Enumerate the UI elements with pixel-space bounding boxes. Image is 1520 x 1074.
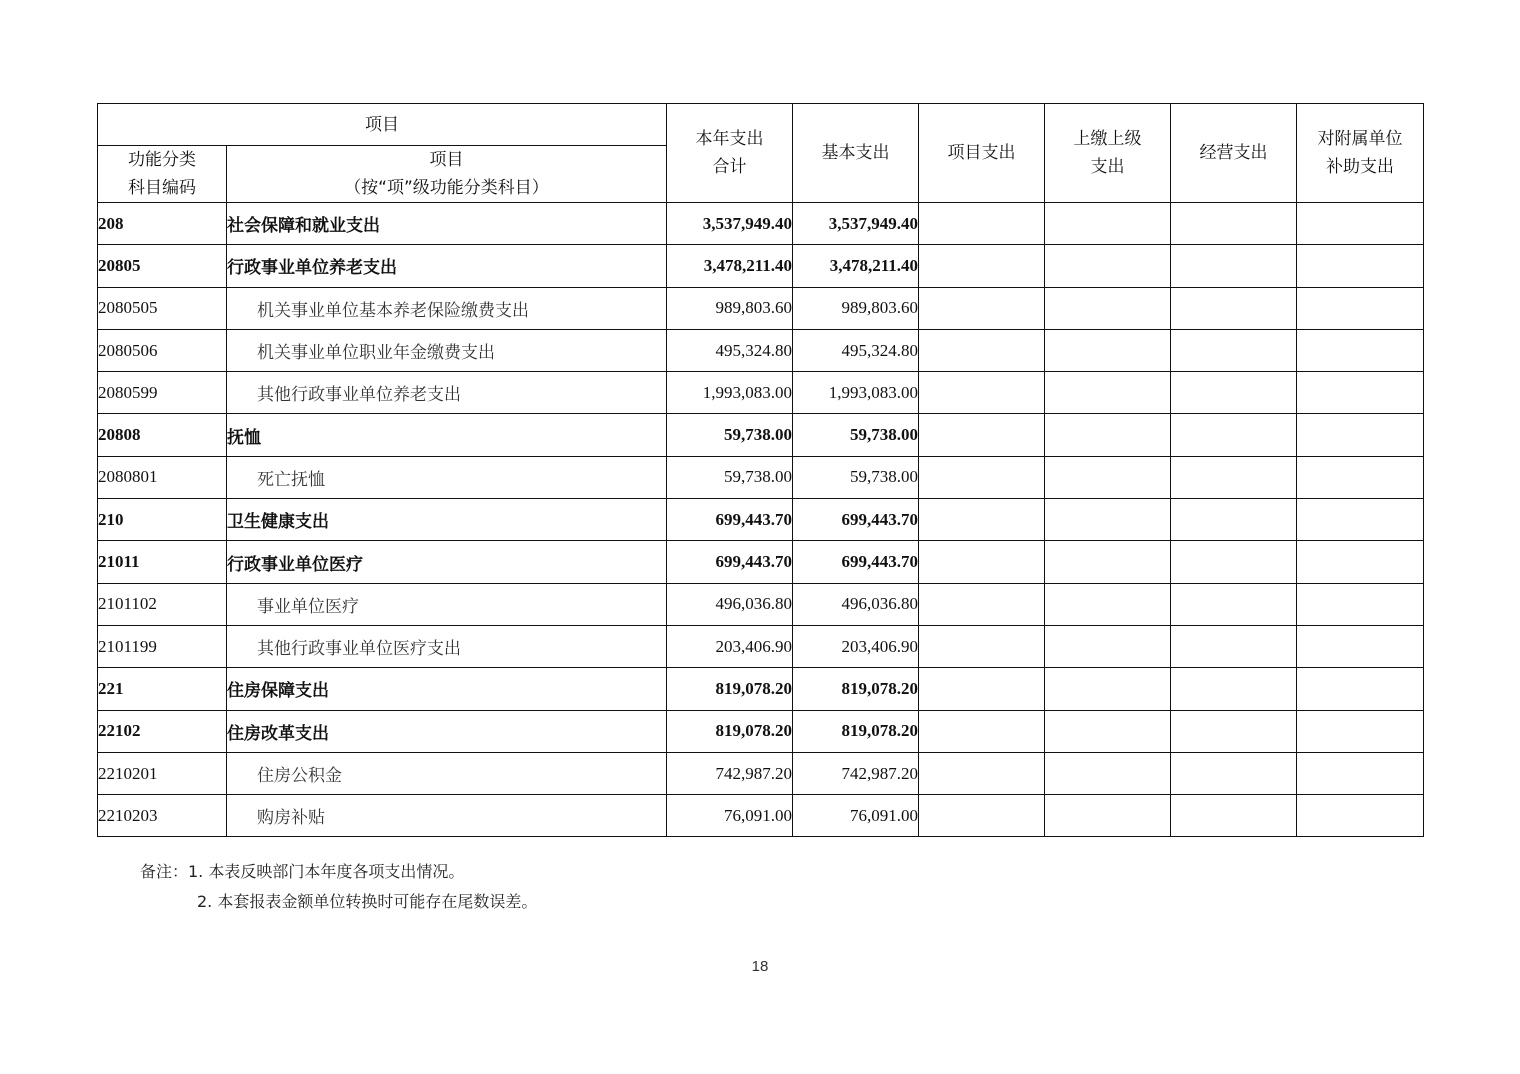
cell-total: 989,803.60 — [667, 287, 793, 329]
cell-subsidiary — [1297, 372, 1424, 414]
cell-name: 住房保障支出 — [227, 668, 667, 710]
cell-upper — [1045, 456, 1171, 498]
cell-basic: 496,036.80 — [793, 583, 919, 625]
cell-business — [1171, 203, 1297, 245]
page-number: 18 — [751, 958, 769, 975]
notes — [140, 857, 537, 917]
cell-subsidiary — [1297, 625, 1424, 667]
cell-code: 2080599 — [98, 372, 227, 414]
cell-code: 21011 — [98, 541, 227, 583]
table-header — [98, 104, 1424, 203]
table-row — [98, 329, 1424, 371]
cell-project — [919, 372, 1045, 414]
cell-project — [919, 287, 1045, 329]
cell-upper — [1045, 372, 1171, 414]
cell-business — [1171, 752, 1297, 794]
cell-code: 2210203 — [98, 795, 227, 837]
table-row — [98, 541, 1424, 583]
cell-basic: 59,738.00 — [793, 414, 919, 456]
table-row — [98, 203, 1424, 245]
cell-subsidiary — [1297, 752, 1424, 794]
cell-total: 742,987.20 — [667, 752, 793, 794]
cell-total: 59,738.00 — [667, 414, 793, 456]
table-row — [98, 372, 1424, 414]
header-project: 项目支出 — [919, 104, 1045, 203]
cell-name: 抚恤 — [227, 414, 667, 456]
cell-upper — [1045, 541, 1171, 583]
table-row — [98, 456, 1424, 498]
cell-name: 行政事业单位医疗 — [227, 541, 667, 583]
cell-business — [1171, 668, 1297, 710]
cell-upper — [1045, 795, 1171, 837]
cell-basic: 76,091.00 — [793, 795, 919, 837]
cell-business — [1171, 456, 1297, 498]
cell-name: 其他行政事业单位养老支出 — [227, 372, 667, 414]
cell-total: 496,036.80 — [667, 583, 793, 625]
cell-code: 2080506 — [98, 329, 227, 371]
cell-subsidiary — [1297, 583, 1424, 625]
cell-business — [1171, 625, 1297, 667]
cell-subsidiary — [1297, 541, 1424, 583]
cell-business — [1171, 372, 1297, 414]
cell-upper — [1045, 668, 1171, 710]
cell-upper — [1045, 287, 1171, 329]
cell-basic: 699,443.70 — [793, 541, 919, 583]
cell-upper — [1045, 499, 1171, 541]
cell-total: 3,537,949.40 — [667, 203, 793, 245]
cell-upper — [1045, 752, 1171, 794]
cell-total: 699,443.70 — [667, 499, 793, 541]
cell-name: 机关事业单位基本养老保险缴费支出 — [227, 287, 667, 329]
cell-code: 2210201 — [98, 752, 227, 794]
cell-total: 59,738.00 — [667, 456, 793, 498]
cell-basic: 3,478,211.40 — [793, 245, 919, 287]
cell-total: 699,443.70 — [667, 541, 793, 583]
cell-basic: 989,803.60 — [793, 287, 919, 329]
cell-code: 2080505 — [98, 287, 227, 329]
cell-upper — [1045, 414, 1171, 456]
cell-project — [919, 625, 1045, 667]
cell-subsidiary — [1297, 456, 1424, 498]
cell-subsidiary — [1297, 668, 1424, 710]
header-business: 经营支出 — [1171, 104, 1297, 203]
cell-name: 住房改革支出 — [227, 710, 667, 752]
cell-subsidiary — [1297, 499, 1424, 541]
cell-total: 3,478,211.40 — [667, 245, 793, 287]
header-upper: 上缴上级 支出 — [1045, 104, 1171, 203]
cell-upper — [1045, 710, 1171, 752]
cell-total: 203,406.90 — [667, 625, 793, 667]
cell-name: 社会保障和就业支出 — [227, 203, 667, 245]
cell-business — [1171, 499, 1297, 541]
cell-name: 其他行政事业单位医疗支出 — [227, 625, 667, 667]
cell-name: 住房公积金 — [227, 752, 667, 794]
header-name: 项目 （按“项”级功能分类科目） — [227, 146, 667, 203]
cell-code: 208 — [98, 203, 227, 245]
cell-name: 卫生健康支出 — [227, 499, 667, 541]
cell-subsidiary — [1297, 795, 1424, 837]
cell-project — [919, 795, 1045, 837]
header-item-group: 项目 — [98, 104, 667, 146]
cell-subsidiary — [1297, 203, 1424, 245]
cell-business — [1171, 541, 1297, 583]
cell-subsidiary — [1297, 287, 1424, 329]
table-body — [98, 203, 1424, 837]
cell-project — [919, 583, 1045, 625]
cell-basic: 742,987.20 — [793, 752, 919, 794]
cell-project — [919, 329, 1045, 371]
cell-basic: 495,324.80 — [793, 329, 919, 371]
table-row — [98, 795, 1424, 837]
cell-business — [1171, 329, 1297, 371]
cell-total: 819,078.20 — [667, 668, 793, 710]
cell-business — [1171, 795, 1297, 837]
cell-business — [1171, 583, 1297, 625]
header-subsidiary: 对附属单位 补助支出 — [1297, 104, 1424, 203]
cell-project — [919, 203, 1045, 245]
expenditure-table — [97, 103, 1424, 837]
cell-basic: 819,078.20 — [793, 710, 919, 752]
cell-subsidiary — [1297, 329, 1424, 371]
table-row — [98, 752, 1424, 794]
cell-code: 2080801 — [98, 456, 227, 498]
table-row — [98, 668, 1424, 710]
cell-code: 22102 — [98, 710, 227, 752]
cell-business — [1171, 710, 1297, 752]
cell-total: 76,091.00 — [667, 795, 793, 837]
table-row — [98, 414, 1424, 456]
cell-total: 819,078.20 — [667, 710, 793, 752]
cell-total: 495,324.80 — [667, 329, 793, 371]
cell-project — [919, 668, 1045, 710]
cell-subsidiary — [1297, 245, 1424, 287]
cell-basic: 1,993,083.00 — [793, 372, 919, 414]
table-row — [98, 583, 1424, 625]
cell-business — [1171, 414, 1297, 456]
table-row — [98, 245, 1424, 287]
cell-basic: 699,443.70 — [793, 499, 919, 541]
header-total: 本年支出 合计 — [667, 104, 793, 203]
cell-project — [919, 414, 1045, 456]
cell-code: 20808 — [98, 414, 227, 456]
cell-basic: 203,406.90 — [793, 625, 919, 667]
cell-upper — [1045, 625, 1171, 667]
cell-total: 1,993,083.00 — [667, 372, 793, 414]
table-row — [98, 499, 1424, 541]
cell-code: 2101199 — [98, 625, 227, 667]
cell-code: 20805 — [98, 245, 227, 287]
cell-name: 行政事业单位养老支出 — [227, 245, 667, 287]
table-row — [98, 710, 1424, 752]
cell-upper — [1045, 203, 1171, 245]
cell-project — [919, 456, 1045, 498]
cell-project — [919, 541, 1045, 583]
cell-upper — [1045, 329, 1171, 371]
cell-project — [919, 752, 1045, 794]
header-code: 功能分类 科目编码 — [98, 146, 227, 203]
cell-code: 2101102 — [98, 583, 227, 625]
cell-basic: 59,738.00 — [793, 456, 919, 498]
cell-name: 死亡抚恤 — [227, 456, 667, 498]
cell-project — [919, 499, 1045, 541]
cell-name: 购房补贴 — [227, 795, 667, 837]
cell-name: 事业单位医疗 — [227, 583, 667, 625]
header-basic: 基本支出 — [793, 104, 919, 203]
cell-code: 210 — [98, 499, 227, 541]
cell-business — [1171, 287, 1297, 329]
cell-subsidiary — [1297, 710, 1424, 752]
cell-upper — [1045, 245, 1171, 287]
cell-code: 221 — [98, 668, 227, 710]
cell-basic: 3,537,949.40 — [793, 203, 919, 245]
cell-project — [919, 710, 1045, 752]
cell-project — [919, 245, 1045, 287]
cell-name: 机关事业单位职业年金缴费支出 — [227, 329, 667, 371]
cell-upper — [1045, 583, 1171, 625]
cell-business — [1171, 245, 1297, 287]
table-row — [98, 625, 1424, 667]
table-row — [98, 287, 1424, 329]
cell-subsidiary — [1297, 414, 1424, 456]
note-line-2: 2. 本套报表金额单位转换时可能存在尾数误差。 — [197, 892, 538, 911]
note-line-1: 备注：1. 本表反映部门本年度各项支出情况。 — [140, 862, 465, 881]
cell-basic: 819,078.20 — [793, 668, 919, 710]
